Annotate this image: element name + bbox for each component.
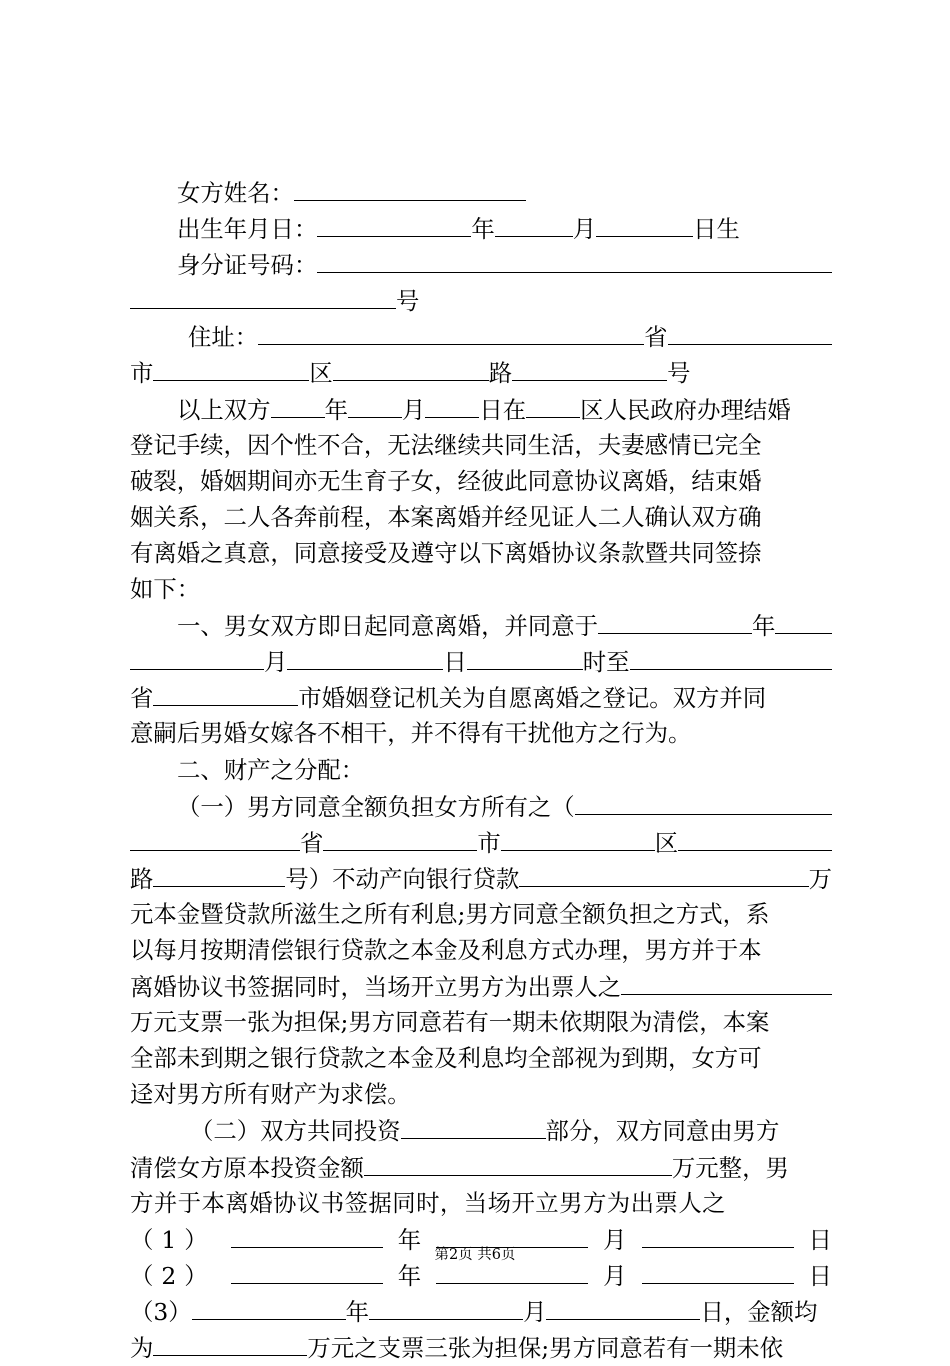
text-item-1: （1）	[130, 1225, 216, 1254]
blank-marriage-month[interactable]	[348, 391, 402, 418]
blank-checks-amount[interactable]	[153, 1329, 307, 1356]
text-day-born: 日生	[693, 215, 740, 244]
text-item-3: （3）	[130, 1297, 192, 1326]
paragraph-text: 登记手续，因个性不合，无法继续共同生活，夫妻感情已完全	[130, 430, 762, 459]
text-district: 区	[309, 359, 333, 388]
line-id-number	[130, 246, 832, 282]
text-month: 月	[264, 648, 288, 677]
check-date-3-line	[130, 1293, 832, 1329]
blank-investment-amount[interactable]	[364, 1149, 672, 1176]
blank-id-number[interactable]	[317, 246, 832, 273]
label-wife-name: 女方姓名：	[177, 179, 294, 207]
text-day: 日	[808, 1261, 832, 1290]
clause-2-1-line	[130, 860, 832, 896]
text-day-amount: 日，金额均	[700, 1297, 818, 1326]
text-city: 市	[130, 359, 154, 388]
blank-address[interactable]	[258, 318, 644, 345]
blank-marriage-day[interactable]	[425, 391, 479, 418]
clause-2-1-text: （一）男方同意全额负担女方所有之（	[177, 792, 575, 821]
paragraph-line	[130, 463, 832, 499]
clause-2-2-text: 万元之支票三张为担保;男方同意若有一期未依	[307, 1334, 784, 1362]
page-number: 第2页 共6页	[434, 1247, 516, 1263]
text-wei: 为	[130, 1334, 154, 1362]
text-province: 省	[644, 323, 668, 352]
agreement-text	[130, 174, 832, 1365]
text-year: 年	[324, 395, 348, 424]
clause-2-2-text: 万元整，男	[671, 1153, 789, 1182]
clause-1-line	[130, 643, 832, 679]
clause-2-2-line	[130, 1185, 832, 1221]
clause-1-text: 意嗣后男婚女嫁各不相干，并不得有干扰他方之行为。	[130, 719, 692, 748]
text-month: 月	[523, 1297, 547, 1326]
blank-divorce-place[interactable]	[630, 643, 832, 670]
blank-loan-amount[interactable]	[519, 860, 808, 887]
blank-id-number-cont[interactable]	[130, 282, 396, 309]
text-month: 月	[401, 395, 426, 424]
blank-property-number[interactable]	[153, 860, 285, 887]
blank-registry-city[interactable]	[153, 679, 298, 706]
text-month: 月	[603, 1261, 627, 1290]
text-year: 年	[397, 1261, 422, 1290]
clause-2-2-line	[130, 1149, 832, 1185]
text-hour-to: 时至	[582, 648, 630, 677]
clause-2-1-text: 号）不动产向银行贷款	[285, 864, 520, 893]
clause-1-text: 一、男女双方即日起同意离婚，并同意于	[177, 612, 599, 641]
text-hao: 号	[396, 287, 420, 316]
clause-1-text: 市婚姻登记机关为自愿离婚之登记。双方并同	[298, 684, 767, 713]
blank-birth-day[interactable]	[596, 210, 693, 237]
text-year: 年	[397, 1225, 422, 1254]
blank-divorce-year-cont[interactable]	[775, 607, 832, 634]
blank-wife-name[interactable]	[294, 174, 526, 201]
blank-address-province[interactable]	[668, 318, 832, 345]
label-id-number: 身分证号码：	[177, 251, 318, 280]
text-day: 日	[443, 648, 467, 677]
line-address-cont	[130, 354, 832, 390]
clause-2-2-text: 清偿女方原本投资金额	[130, 1153, 364, 1182]
paragraph-line	[130, 499, 832, 535]
blank-property-owner[interactable]	[575, 788, 832, 815]
blank-joint-investment[interactable]	[401, 1112, 546, 1139]
text-hao: 号	[667, 359, 691, 388]
label-birth-date: 出生年月日：	[177, 215, 318, 244]
text-year: 年	[752, 612, 776, 641]
clause-2-2-line	[130, 1112, 832, 1148]
blank-birth-year[interactable]	[317, 210, 471, 237]
clause-2-1-text: 以每月按期清偿银行贷款之本金及利息方式办理，男方并于本	[130, 935, 762, 964]
clause-2-heading-line	[130, 752, 832, 788]
text-wan: 万	[808, 864, 832, 893]
blank-marriage-year[interactable]	[271, 391, 325, 418]
clause-2-1-line	[130, 896, 832, 932]
paragraph-text: 如下：	[130, 575, 201, 604]
text-province: 省	[130, 684, 154, 713]
blank-address-road[interactable]	[512, 354, 667, 381]
blank-divorce-year[interactable]	[598, 607, 752, 634]
text-road: 路	[488, 359, 513, 388]
text-province: 省	[300, 828, 324, 857]
text-day: 日	[808, 1225, 832, 1254]
clause-2-1-text: 离婚协议书签据同时，当场开立男方为出票人之	[130, 973, 622, 1002]
blank-check-amount[interactable]	[621, 968, 832, 995]
text-district-govt: 区人民政府办理结婚	[580, 395, 791, 424]
text-month: 月	[603, 1225, 627, 1254]
clause-2-1-text: 元本金暨贷款所滋生之所有利息;男方同意全额负担之方式，系	[130, 899, 770, 928]
blank-divorce-hour[interactable]	[467, 643, 583, 670]
blank-check-3-day[interactable]	[546, 1293, 700, 1320]
blank-check-3-month[interactable]	[369, 1293, 523, 1320]
blank-check-3-year[interactable]	[192, 1293, 346, 1320]
check-amount-line	[130, 1329, 832, 1365]
clause-2-2-text: 方并于本离婚协议书签据同时，当场开立男方为出票人之	[130, 1188, 727, 1217]
clause-2-1-line	[130, 968, 832, 1004]
text-city: 市	[477, 828, 501, 857]
blank-property-road[interactable]	[678, 824, 832, 851]
text-item-2: （2）	[130, 1261, 216, 1290]
clause-2-1-line	[130, 824, 832, 860]
clause-2-1-line	[130, 1040, 832, 1076]
blank-property-province[interactable]	[130, 824, 300, 851]
line-birth-date	[130, 210, 832, 246]
text-year: 年	[471, 215, 495, 244]
blank-property-city[interactable]	[323, 824, 477, 851]
clause-1-line	[130, 607, 832, 643]
clause-2-1-text: 全部未到期之银行贷款之本金及利息均全部视为到期，女方可	[130, 1044, 762, 1073]
blank-marriage-district[interactable]	[526, 391, 580, 418]
clause-2-1-line	[130, 932, 832, 968]
text-both-parties: 以上双方	[177, 395, 271, 424]
clause-2-2-text: （二）双方共同投资	[190, 1117, 401, 1146]
label-address: 住址：	[188, 323, 259, 352]
blank-birth-month[interactable]	[495, 210, 573, 237]
clause-1-line	[130, 715, 832, 751]
line-marriage-date	[130, 391, 832, 427]
blank-divorce-day[interactable]	[287, 643, 443, 670]
line-address	[130, 318, 832, 354]
clause-2-1-line	[130, 1004, 832, 1040]
text-district: 区	[654, 828, 679, 857]
paragraph-text: 有离婚之真意，同意接受及遵守以下离婚协议条款暨共同签捺	[130, 538, 762, 567]
line-wife-name	[130, 174, 832, 210]
clause-2-2-text: 部分，双方同意由男方	[545, 1117, 780, 1146]
blank-divorce-month[interactable]	[130, 643, 264, 670]
clause-2-1-text: 万元支票一张为担保;男方同意若有一期未依期限为清偿，本案	[130, 1008, 770, 1037]
line-id-number-cont	[130, 282, 832, 318]
paragraph-text: 破裂，婚姻期间亦无生育子女，经彼此同意协议离婚，结束婚	[130, 466, 762, 495]
blank-property-district[interactable]	[501, 824, 655, 851]
paragraph-line	[130, 571, 832, 607]
blank-address-city[interactable]	[153, 354, 309, 381]
clause-2-1-line	[130, 788, 832, 824]
paragraph-line	[130, 427, 832, 463]
text-month: 月	[572, 215, 597, 244]
text-year: 年	[345, 1297, 370, 1326]
paragraph-text: 姻关系，二人各奔前程，本案离婚并经见证人二人确认双方确	[130, 502, 762, 531]
text-road: 路	[130, 864, 154, 893]
clause-2-1-line	[130, 1076, 832, 1112]
clause-1-line	[130, 679, 832, 715]
blank-address-district[interactable]	[333, 354, 489, 381]
clause-2-1-text: 迳对男方所有财产为求偿。	[130, 1080, 411, 1109]
text-day-at: 日在	[479, 395, 527, 424]
paragraph-line	[130, 535, 832, 571]
clause-2-heading: 二、财产之分配：	[177, 755, 365, 784]
